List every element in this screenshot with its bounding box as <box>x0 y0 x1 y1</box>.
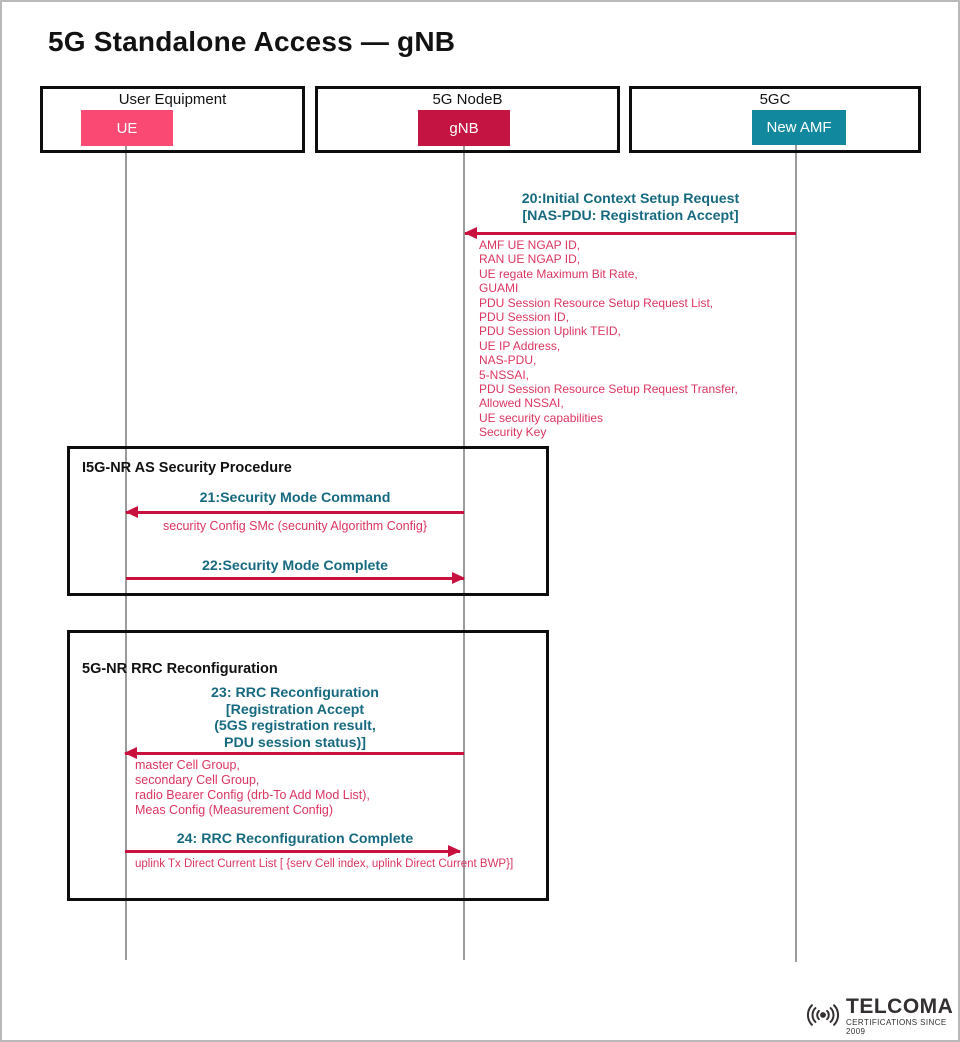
message-23-label-line4: PDU session status)] <box>224 734 366 751</box>
actor-5gc-title: 5GC <box>759 91 791 108</box>
radio-signal-icon <box>802 1000 844 1035</box>
param-line: UE security capabilities <box>479 410 604 425</box>
param-line: Allowed NSSAI, <box>479 396 564 411</box>
arrow-22-ue-to-gnb <box>126 577 464 580</box>
param-line: NAS-PDU, <box>479 353 537 368</box>
actor-5gc <box>629 86 921 153</box>
message-20-label <box>464 191 797 225</box>
actor-5g-nodeb <box>315 86 620 153</box>
actor-5g-nodeb-title: 5G NodeB <box>432 91 503 108</box>
arrowhead-right-icon <box>448 845 461 857</box>
message-20-params <box>479 238 738 440</box>
frame-rrc-reconfiguration-label: 5G-NR RRC Reconfiguration <box>82 661 278 677</box>
actor-user-equipment <box>40 86 305 153</box>
param-line: PDU Session Resource Setup Request Transfer, <box>479 382 738 397</box>
logo-tagline: CERTIFICATIONS SINCE 2009 <box>846 1018 947 1036</box>
arrowhead-right-icon <box>452 572 465 584</box>
param-line: master Cell Group, <box>135 758 240 772</box>
message-23-label <box>126 685 464 751</box>
param-line: UE IP Address, <box>479 338 561 353</box>
actor-user-equipment-title: User Equipment <box>118 91 227 108</box>
message-24-label: 24: RRC Reconfiguration Complete <box>176 831 414 847</box>
param-line: RAN UE NGAP ID, <box>479 252 581 267</box>
telcoma-logo <box>802 996 958 1036</box>
message-23-label-line1: 23: RRC Reconfiguration <box>211 685 379 701</box>
param-line: PDU Session ID, <box>479 310 570 325</box>
logo-text-block <box>846 996 958 1036</box>
arrowhead-left-icon <box>125 506 138 518</box>
message-20-label-line1: 20:Initial Context Setup Request <box>521 191 740 207</box>
arrow-24-ue-to-gnb <box>125 850 460 853</box>
arrow-23-gnb-to-ue <box>125 752 464 755</box>
message-22-label: 22:Security Mode Complete <box>201 558 389 574</box>
arrow-21-gnb-to-ue <box>126 511 464 514</box>
param-line: PDU Session Uplink TEID, <box>479 324 621 339</box>
logo-name: TELCOMA <box>846 995 954 1018</box>
message-20-label-line2: [NAS-PDU: Registration Accept] <box>522 208 739 224</box>
param-line: UE regate Maximum Bit Rate, <box>479 266 638 281</box>
ue-badge: UE <box>81 110 173 146</box>
param-line: 5-NSSAI, <box>479 367 530 382</box>
new-amf-badge: New AMF <box>752 110 846 145</box>
param-line: Security Key <box>479 425 547 440</box>
message-21-label: 21:Security Mode Command <box>199 490 391 506</box>
param-line: Meas Config (Measurement Config) <box>135 803 333 817</box>
message-23-label-line3: (5GS registration result, <box>214 718 376 735</box>
page-title: 5G Standalone Access — gNB <box>48 26 456 57</box>
lifeline-amf <box>795 144 797 962</box>
gnb-badge: gNB <box>418 110 510 146</box>
arrowhead-left-icon <box>464 227 477 239</box>
param-line: PDU Session Resource Setup Request List, <box>479 295 714 310</box>
message-21-param: security Config SMc (secunity Algorithm Config} <box>163 519 427 533</box>
message-24-param: uplink Tx Direct Current List [ {serv Cell index, uplink Direct Current BWP}] <box>135 858 514 870</box>
frame-security-procedure-label: I5G-NR AS Security Procedure <box>82 460 292 476</box>
message-23-label-line2: [Registration Accept <box>225 701 365 718</box>
arrow-20-amf-to-gnb <box>465 232 796 235</box>
param-line: secondary Cell Group, <box>135 773 260 787</box>
message-23-params <box>135 758 370 818</box>
param-line: radio Bearer Config (drb-To Add Mod List), <box>135 788 370 802</box>
param-line: GUAMI <box>479 281 519 296</box>
param-line: AMF UE NGAP ID, <box>479 238 581 252</box>
